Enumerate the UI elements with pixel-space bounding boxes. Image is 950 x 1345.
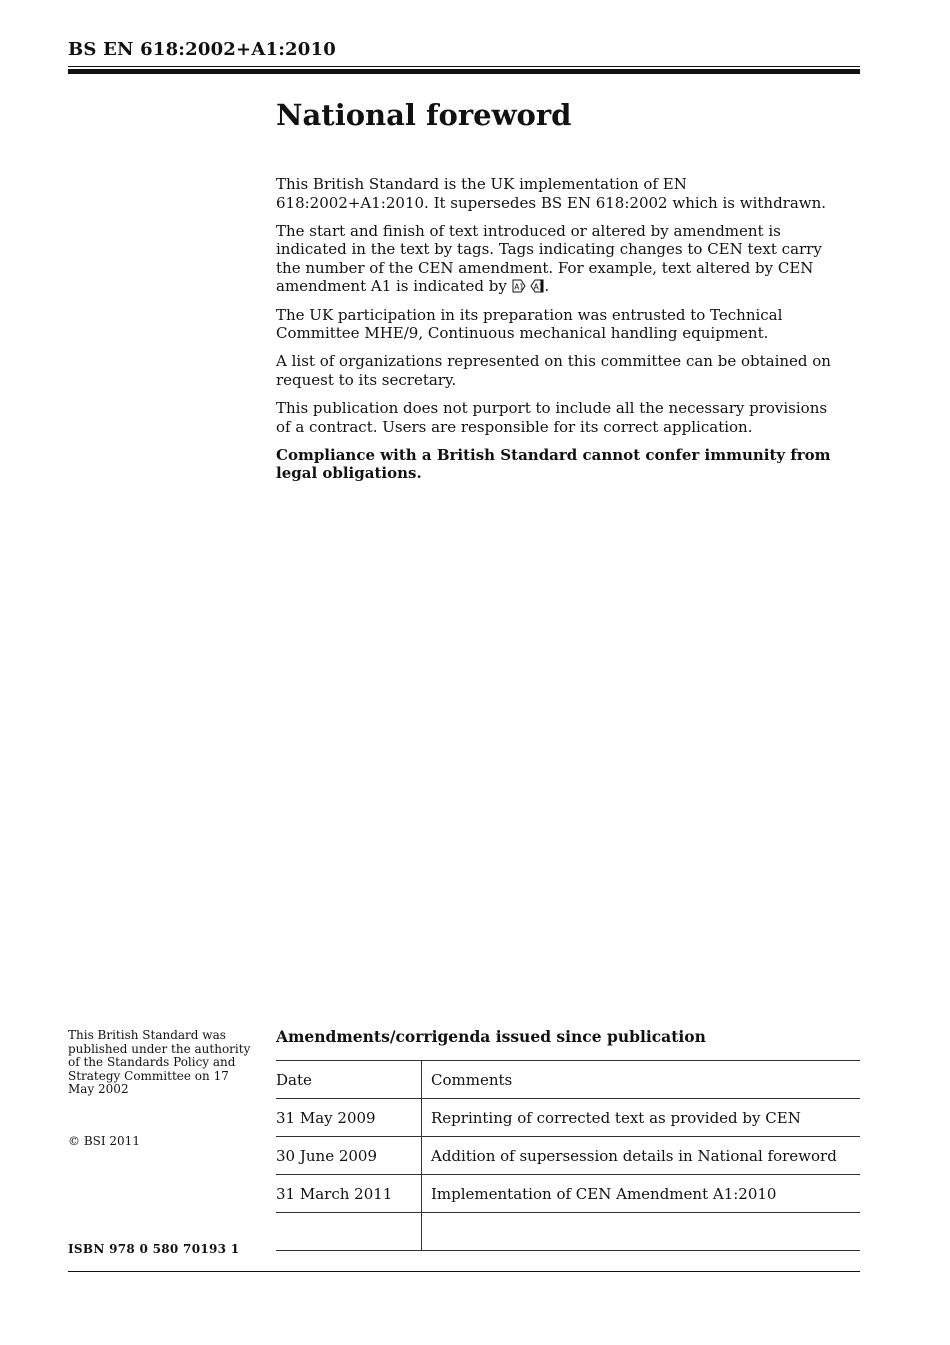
publication-note: This British Standard was published under the authority of the Standards Policy and Strategy Committee on 17 May 2002: [68, 1028, 251, 1096]
amendment-comment: Addition of supersession details in National foreword: [422, 1137, 861, 1175]
amendment-comment: [422, 1213, 861, 1251]
amendment-date: 30 June 2009: [276, 1137, 422, 1175]
paragraph-organizations: A list of organizations represented on this committee can be obtained on request to its secretary.: [276, 352, 831, 389]
amendments-table: [276, 1060, 860, 1251]
foreword-body: [276, 175, 836, 492]
paragraph-amendment-tags: [276, 222, 836, 296]
page-title: National foreword: [276, 98, 572, 132]
table-row: [276, 1099, 860, 1137]
svg-text:A1: A1: [533, 282, 544, 292]
table-row: [276, 1137, 860, 1175]
amendment-comment: Implementation of CEN Amendment A1:2010: [422, 1175, 861, 1213]
amendment-comment: Reprinting of corrected text as provided by CEN: [422, 1099, 861, 1137]
header-rule-thin: [68, 66, 860, 67]
paragraph-contract: This publication does not purport to include all the necessary provisions of a contract. Users are responsible for its correct application.: [276, 398, 828, 436]
amendment-date: [276, 1213, 422, 1251]
header-rule-thick: [68, 69, 860, 74]
isbn: ISBN 978 0 580 70193 1: [68, 1242, 240, 1256]
amendment-close-tag-icon: [530, 279, 544, 293]
amendment-date: 31 March 2011: [276, 1175, 422, 1213]
paragraph-amendment-tags-end: .: [544, 277, 550, 296]
paragraph-amendment-tags-text: The start and finish of text introduced or altered by amendment is indicated in the text by tags. Tags indicating changes to CEN text carry the number of the CEN amendment. For example, text altered by CEN amendment A1 is indicated by: [276, 221, 822, 296]
amendments-heading: Amendments/corrigenda issued since publication: [276, 1027, 706, 1046]
paragraph-participation: The UK participation in its preparation was entrusted to Technical Committee MHE/9, Continuous mechanical handling equipment.: [276, 305, 783, 343]
table-row: [276, 1175, 860, 1213]
column-header-comments: Comments: [422, 1061, 861, 1099]
copyright-notice: © BSI 2011: [68, 1134, 140, 1148]
amendment-open-tag-icon: [512, 279, 526, 293]
svg-text:A1: A1: [513, 282, 524, 292]
footer-rule: [68, 1271, 860, 1272]
table-row: [276, 1213, 860, 1251]
amendment-date: 31 May 2009: [276, 1099, 422, 1137]
table-header-row: [276, 1061, 860, 1099]
paragraph-compliance: Compliance with a British Standard cannot confer immunity from legal obligations.: [276, 445, 831, 483]
column-header-date: Date: [276, 1061, 422, 1099]
paragraph-implementation: This British Standard is the UK implementation of EN 618:2002+A1:2010. It supersedes BS EN 618:2002 which is withdrawn.: [276, 175, 827, 212]
document-code: BS EN 618:2002+A1:2010: [68, 39, 336, 60]
